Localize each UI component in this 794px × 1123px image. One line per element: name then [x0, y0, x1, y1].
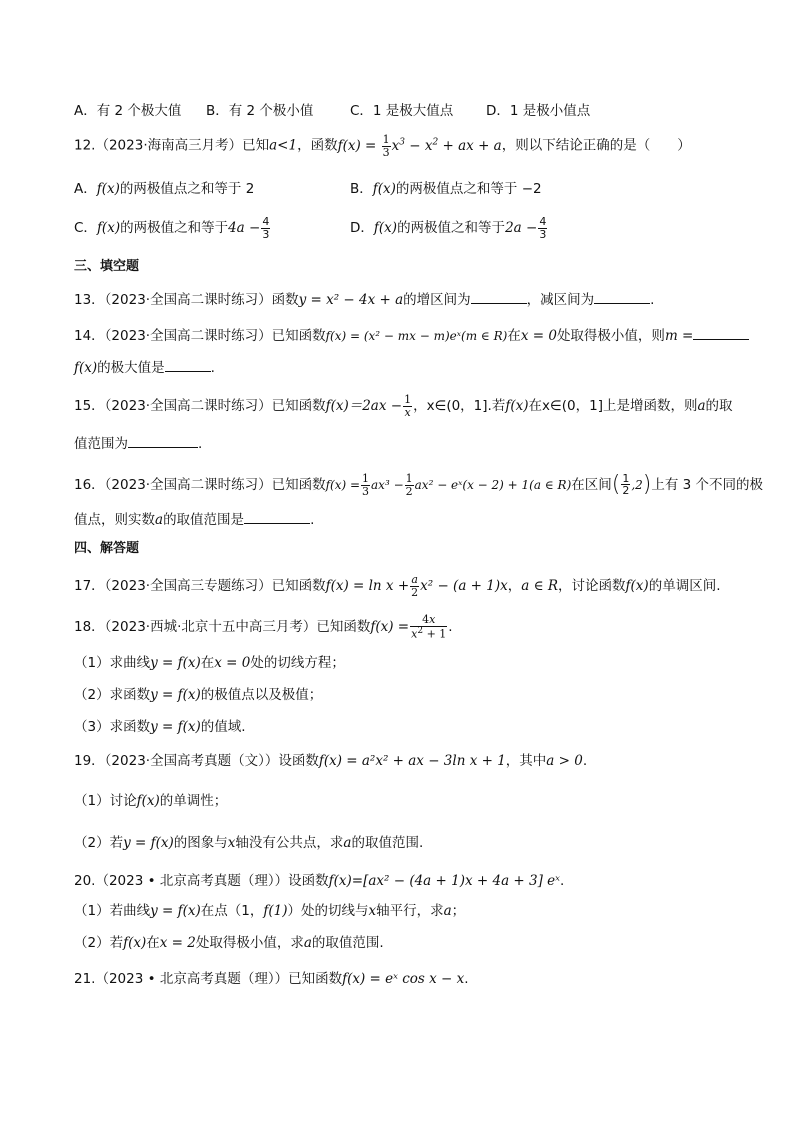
question-15-line-2: 值范围为 .: [74, 436, 203, 452]
question-16-line-2: 值点，则实数a的取值范围是 .: [74, 512, 315, 528]
question-14: 14．（2023·全国高二课时练习）已知函数f(x) = (x² − mx − m)eˣ(m ∈ R)在x = 0处取得极小值，则m =: [74, 326, 749, 345]
q12-suffix: ，则以下结论正确的是（ ）: [501, 137, 691, 154]
q12-condition: a<1: [269, 137, 298, 154]
q13-blank-decrease[interactable]: [594, 290, 650, 304]
q16-blank[interactable]: [244, 510, 310, 524]
q12-option-a: A．f(x)的两极值点之和等于 2: [74, 181, 255, 197]
q15-blank[interactable]: [128, 434, 198, 448]
question-17: 17．（2023·全国高三专题练习）已知函数f(x) = ln x + $\frac{a}{2}$ x² − (a + 1)x，a ∈ R，讨论函数f(x)的单调区间.: [74, 573, 721, 599]
q14-blank-max[interactable]: [165, 358, 211, 372]
q11-option-b: B．有 2 个极小值: [206, 103, 314, 119]
question-16: 16．（2023·全国高二课时练习）已知函数f(x) = $\frac{1}{3}$ ax³ − $\frac{1}{2}$ ax² − eˣ(x − 2) + 1(a ∈ R)在区间( $\frac{1}{2}$ ,2)上有 3 个不同的极: [74, 471, 764, 498]
q12-mid: ，函数: [297, 137, 338, 154]
question-20-part-2: （2）若f(x)在x = 2处取得极小值，求a的取值范围.: [74, 935, 384, 951]
q11-option-c: C．1 是极大值点: [350, 103, 454, 119]
q12-option-c: C．f(x)的两极值之和等于4a − $\frac{4}{3}$: [74, 215, 270, 241]
question-21: 21.（2023 • 北京高考真题（理））已知函数f(x) = eˣ cos x − x.: [74, 971, 469, 987]
q13-function: y = x² − 4x + a: [298, 292, 404, 308]
question-19-part-2: （2）若y = f(x)的图象与x轴没有公共点，求a的取值范围.: [74, 835, 424, 851]
q12-option-b: B．f(x)的两极值点之和等于 −2: [350, 181, 542, 197]
question-18-part-2: （2）求函数y = f(x)的极值点以及极值；: [74, 687, 323, 703]
q14-blank-m[interactable]: [693, 326, 749, 340]
q13-blank-increase[interactable]: [471, 290, 527, 304]
question-20-part-1: （1）若曲线y = f(x)在点（1，f(1)）处的切线与x轴平行，求a；: [74, 903, 466, 919]
q12-function: f(x) = $\frac{1}{3}$ $x^3 - x^2$ + ax + a: [337, 133, 502, 159]
q14-function: f(x) = (x² − mx − m)eˣ(m ∈ R): [325, 329, 508, 343]
question-18-part-1: （1）求曲线y = f(x)在x = 0处的切线方程；: [74, 655, 345, 671]
q16-function: f(x) = $\frac{1}{3}$ ax³ − $\frac{1}{2}$ ax² − eˣ(x − 2) + 1(a ∈ R): [325, 472, 572, 498]
q11-option-a: A．有 2 个极大值: [74, 103, 182, 119]
question-19: 19．（2023·全国高考真题（文））设函数f(x) = a²x² + ax − 3ln x + 1，其中a > 0.: [74, 753, 588, 769]
question-20: 20.（2023 • 北京高考真题（理））设函数f(x)=[ax² − (4a + 1)x + 4a + 3] eˣ.: [74, 873, 565, 889]
q15-function: f(x)＝2ax −: [325, 398, 403, 415]
q12-prefix: 12.（2023·海南高三月考）已知: [74, 137, 270, 154]
question-18-part-3: （3）求函数y = f(x)的值域.: [74, 719, 246, 735]
question-19-part-1: （1）讨论f(x)的单调性；: [74, 793, 228, 809]
question-15: 15．（2023·全国高二课时练习）已知函数f(x)＝2ax − $\frac{1}{x}$ ，x∈(0，1].若f(x)在x∈(0，1]上是增函数，则a的取: [74, 393, 733, 419]
section-problems: 四、解答题: [74, 541, 140, 556]
q11-option-d: D．1 是极小值点: [486, 103, 591, 119]
question-13: 13．（2023·全国高二课时练习）函数y = x² − 4x + a的增区间为 ，减区间为 .: [74, 292, 655, 308]
question-14-line-2: f(x)的极大值是 .: [74, 360, 215, 376]
question-12: [74, 134, 691, 158]
q12-option-d: D．f(x)的两极值之和等于2a − $\frac{4}{3}$: [350, 215, 547, 241]
section-fill-in-blank: 三、填空题: [74, 259, 140, 274]
question-18: 18．（2023·西城·北京十五中高三月考）已知函数f(x) = $\frac{4x}{x^2 + 1}$ .: [74, 613, 453, 641]
